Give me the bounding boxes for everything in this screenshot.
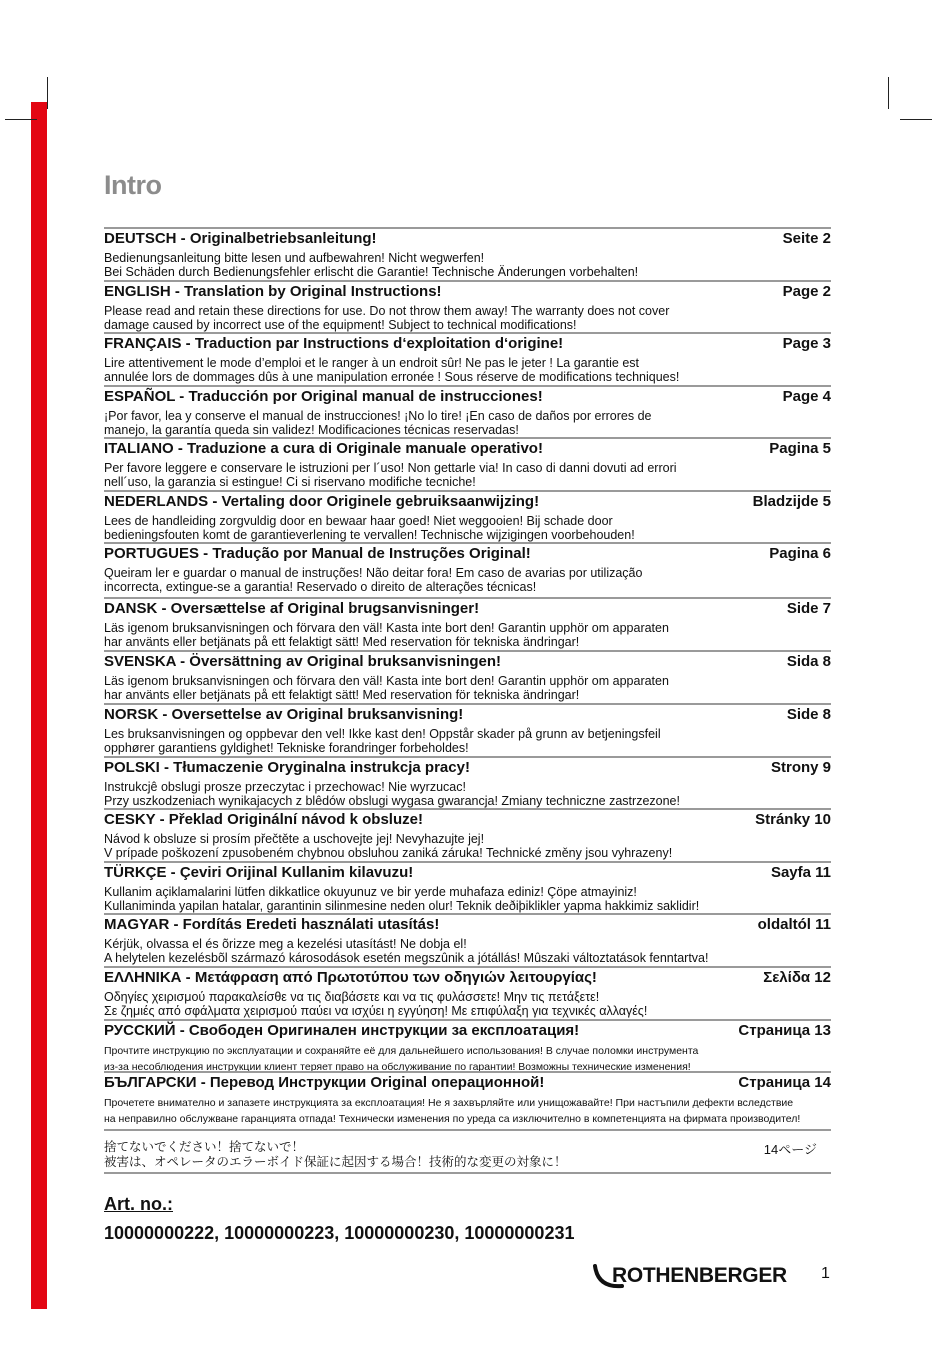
entry-language-title: ITALIANO - Traduzione a cura di Originale manuale operativo! [104, 440, 543, 457]
entry-description-line: manejo, la garantía queda sin validez! Modificaciones técnicas reservadas! [104, 423, 519, 437]
entry-page-ref: Pagina 5 [769, 440, 831, 457]
red-side-bar [31, 102, 47, 1309]
article-number-label: Art. no.: [104, 1194, 173, 1214]
language-entry [104, 385, 831, 437]
entry-language-title: POLSKI - Tłumaczenie Oryginalna instrukcja pracy! [104, 759, 470, 776]
entry-description-line: Návod k obsluze si prosím přečtěte a uschovejte jej! Nevyhazujte jej! [104, 832, 485, 846]
crop-mark-top-right-h [900, 119, 932, 120]
entry-description-line: V prípade poškození zpusobeném chybnou obsluhou zaniká záruka! Technické změny jsou vyhrazeny! [104, 846, 673, 860]
entry-page-ref: Side 8 [786, 706, 831, 723]
entry-description-line: Bedienungsanleitung bitte lesen und aufbewahren! Nicht wegwerfen! [104, 251, 485, 265]
entry-language-title: БЪЛГАРСКИ - Перевод Инструкции Original операционной! [104, 1074, 545, 1091]
page-number: 1 [821, 1265, 830, 1282]
entry-page-ref: Sayfa 11 [770, 864, 831, 881]
entry-description-line: har använts eller betjänats på ett felaktigt sätt! Med reservation för tekniska ändringar! [104, 688, 580, 702]
language-entry [104, 756, 831, 808]
entry-description-line: nell´uso, la garanzia si estingue! Ci si riservano modifiche tecniche! [104, 475, 476, 489]
entry-description-line: Läs igenom bruksanvisningen och förvara den väl! Kasta inte bort den! Garantin upphör om apparaten [104, 674, 669, 688]
entry-description-line: Instrukcjê obslugi prosze przeczytac i przechowac! Nie wyrzucac! [104, 780, 466, 794]
entry-page-ref: Page 2 [782, 283, 831, 300]
entry-description-line: Bei Schäden durch Bedienungsfehler erlischt die Garantie! Technische Änderungen vorbehalten! [104, 265, 639, 279]
crop-mark-top-left-v [47, 77, 48, 109]
japanese-page-ref: 14ページ [763, 1142, 817, 1157]
brand-logo [592, 1262, 802, 1292]
crop-mark-top-left-h [5, 119, 37, 120]
entry-page-ref: Strony 9 [770, 759, 831, 776]
entry-description-line: Οδηγίες χειρισμού παρακαλείσθε να τις διαβάσετε και να τις φυλάσσετε! Μην τις πετάξετε! [104, 990, 600, 1004]
entry-header [104, 599, 831, 621]
entry-header [104, 334, 831, 356]
entry-description-line: Please read and retain these directions for use. Do not throw them away! The warranty does not cover [104, 304, 670, 318]
entry-description-line: Прочетете внимателно и запазете инструкцията за експлоатация! Не я захвърляйте или унищожавайте! При настъпили дефекти вследствие [104, 1097, 794, 1109]
language-entry [104, 437, 831, 489]
entry-page-ref: Σελίδα 12 [763, 969, 831, 986]
entry-language-title: FRANÇAIS - Traduction par Instructions d‘exploitation d‘origine! [104, 335, 564, 352]
entry-language-title: ΕΛΛΗΝΙΚΑ - Μετάφραση από Πρωτοτύπου των οδηγιών λειτουργίας! [104, 969, 597, 986]
entry-description-line: annulée lors de dommages dûs à une manipulation erronée ! Sous réserve de modifications techniques! [104, 370, 680, 384]
entry-description-line: Per favore leggere e conservare le istruzioni per l´uso! Non gettarle via! In caso di danni dovuti ad errori [104, 461, 677, 475]
entry-page-ref: Page 4 [782, 388, 831, 405]
language-entry [104, 490, 831, 542]
language-entry [104, 227, 831, 279]
entry-page-ref: oldaltól 11 [757, 916, 831, 933]
entry-description-line: Kérjük, olvassa el és õrizze meg a kezelési utasítást! Ne dobja el! [104, 937, 467, 951]
language-entry [104, 650, 831, 702]
language-entry [104, 1019, 831, 1075]
entry-description-line: incorrecta, extingue-se a garantia! Reservado o direito de alterações técnicas! [104, 580, 537, 594]
entry-description-line: из-за несоблюдения инструкции клиент теряет право на обслуживание по гарантии! Возможны технические изменения! [104, 1061, 691, 1073]
entry-description-line: на неправилно обслужване гаранцията отпада! Технически изменения по уреда са изключително в компетенциятa на фирмата производител! [104, 1113, 801, 1125]
entry-header [104, 229, 831, 251]
entry-page-ref: Stránky 10 [755, 811, 831, 828]
entry-header [104, 1073, 831, 1095]
entry-header [104, 387, 831, 409]
language-entry [104, 703, 831, 755]
entry-header [104, 968, 831, 990]
entry-language-title: РУССКИЙ - Свободен Оригинален инструкции за експлоатация! [104, 1022, 580, 1039]
brand-name: ROTHENBERGER [612, 1264, 787, 1287]
entry-header [104, 758, 831, 780]
entry-header [104, 544, 831, 566]
entry-description-line: Kullanim açiklamalarini lütfen dikkatlice okuyunuz ve bir yerde muhafaza ediniz! Çöpe atmayiniz! [104, 885, 637, 899]
entry-description-line: A helytelen kezelésbõl származó károsodások esetén megszûnik a jótállás! Mûszaki változtatások fenntartva! [104, 951, 709, 965]
language-entry [104, 542, 831, 594]
entry-header [104, 810, 831, 832]
language-entry [104, 597, 831, 649]
entry-header [104, 705, 831, 727]
entry-description-line: Kullaniminda yapilan hatalar, garantinin silinmesine neden olur! Teknik deðiþiklikler yapma hakkimiz saklidir! [104, 899, 700, 913]
divider [104, 1172, 831, 1174]
entry-header [104, 439, 831, 461]
crop-mark-top-right-v [888, 77, 889, 109]
entry-language-title: NEDERLANDS - Vertaling door Originele gebruiksaanwijzing! [104, 493, 540, 510]
entry-language-title: ESPAÑOL - Traducción por Original manual de instrucciones! [104, 388, 543, 405]
entry-page-ref: Side 7 [786, 600, 831, 617]
entry-language-title: PORTUGUES - Tradução por Manual de Instruções Original! [104, 545, 531, 562]
entry-page-ref: Seite 2 [782, 230, 831, 247]
article-numbers: 10000000222, 10000000223, 10000000230, 10000000231 [104, 1223, 575, 1243]
language-entry [104, 1071, 831, 1127]
entry-language-title: DANSK - Oversættelse af Original brugsanvisninger! [104, 600, 480, 617]
language-entry [104, 280, 831, 332]
entry-description-line: Läs igenom bruksanvisningen och förvara den väl! Kasta inte bort den! Garantin upphör om apparaten [104, 621, 669, 635]
language-entry [104, 861, 831, 913]
entry-page-ref: Page 3 [782, 335, 831, 352]
language-entry [104, 332, 831, 384]
japanese-line-1: 捨てないでください！捨てないで！ [104, 1140, 305, 1154]
language-entry [104, 808, 831, 860]
entry-description-line: Lire attentivement le mode d’emploi et le ranger à un endroit sûr! Ne pas le jeter ! La garantie est [104, 356, 640, 370]
entry-description-line: Прочтите инструкцию по эксплуатации и сохраняйте её для дальнейшего использования! В случае поломки инструмента [104, 1045, 699, 1057]
entry-language-title: SVENSKA - Översättning av Original bruksanvisningen! [104, 653, 502, 670]
entry-description-line: opphører garantiens gyldighet! Tekniske forandringer forbeholdes! [104, 741, 469, 755]
entry-description-line: ¡Por favor, lea y conserve el manual de instrucciones! ¡No lo tire! ¡En caso de daños por errores de [104, 409, 652, 423]
entry-header [104, 282, 831, 304]
entry-page-ref: Sida 8 [786, 653, 831, 670]
entry-language-title: NORSK - Oversettelse av Original bruksanvisning! [104, 706, 464, 723]
language-entry [104, 966, 831, 1018]
entry-page-ref: Bladzijde 5 [752, 493, 831, 510]
entry-page-ref: Страница 13 [738, 1022, 831, 1039]
japanese-section [104, 1129, 831, 1170]
entry-description-line: Queiram ler e guardar o manual de instruções! Não deitar fora! Em caso de avarias por utilização [104, 566, 643, 580]
entry-language-title: DEUTSCH - Originalbetriebsanleitung! [104, 230, 377, 247]
entry-header [104, 1021, 831, 1043]
japanese-line-2: 被害は、オペレータのエラーボイド保証に起因する場合！技術的な変更の対象に！ [104, 1155, 567, 1169]
entry-description-line: Σε ζημιές από σφάλματα χειρισμού παύει να ισχύει η εγγύηση! Με επιφύλαξη για τεχνικές αλλαγές! [104, 1004, 648, 1018]
entry-page-ref: Pagina 6 [769, 545, 831, 562]
entry-description-line: har använts eller betjänats på ett felaktigt sätt! Med reservation för tekniska ändringar! [104, 635, 580, 649]
entry-header [104, 652, 831, 674]
entry-description-line: bedieningsfouten komt de garantieverlening te vervallen! Technische wijzigingen voorbehouden! [104, 528, 635, 542]
entry-language-title: TÜRKÇE - Çeviri Orijinal Kullanim kilavuzu! [104, 864, 414, 881]
entry-language-title: ENGLISH - Translation by Original Instructions! [104, 283, 442, 300]
page-title: Intro [104, 170, 162, 200]
entry-page-ref: Страница 14 [738, 1074, 831, 1091]
entry-description-line: Les bruksanvisningen og oppbevar den vel! Ikke kast den! Oppstår skader på grunn av betjeningsfeil [104, 727, 661, 741]
entry-header [104, 915, 831, 937]
entry-description-line: Lees de handleiding zorgvuldig door en bewaar haar goed! Niet weggooien! Bij schade door [104, 514, 613, 528]
entry-language-title: MAGYAR - Fordítás Eredeti használati utasítás! [104, 916, 440, 933]
entry-header [104, 863, 831, 885]
entry-header [104, 492, 831, 514]
entry-description-line: Przy uszkodzeniach wynikajacych z blêdów obslugi wygasa gwarancja! Zmiany techniczne zastrzezone! [104, 794, 680, 808]
entry-description-line: damage caused by incorrect use of the equipment! Subject to technical modifications! [104, 318, 577, 332]
language-entry [104, 913, 831, 965]
entry-language-title: CESKY - Překlad Originální návod k obsluze! [104, 811, 423, 828]
